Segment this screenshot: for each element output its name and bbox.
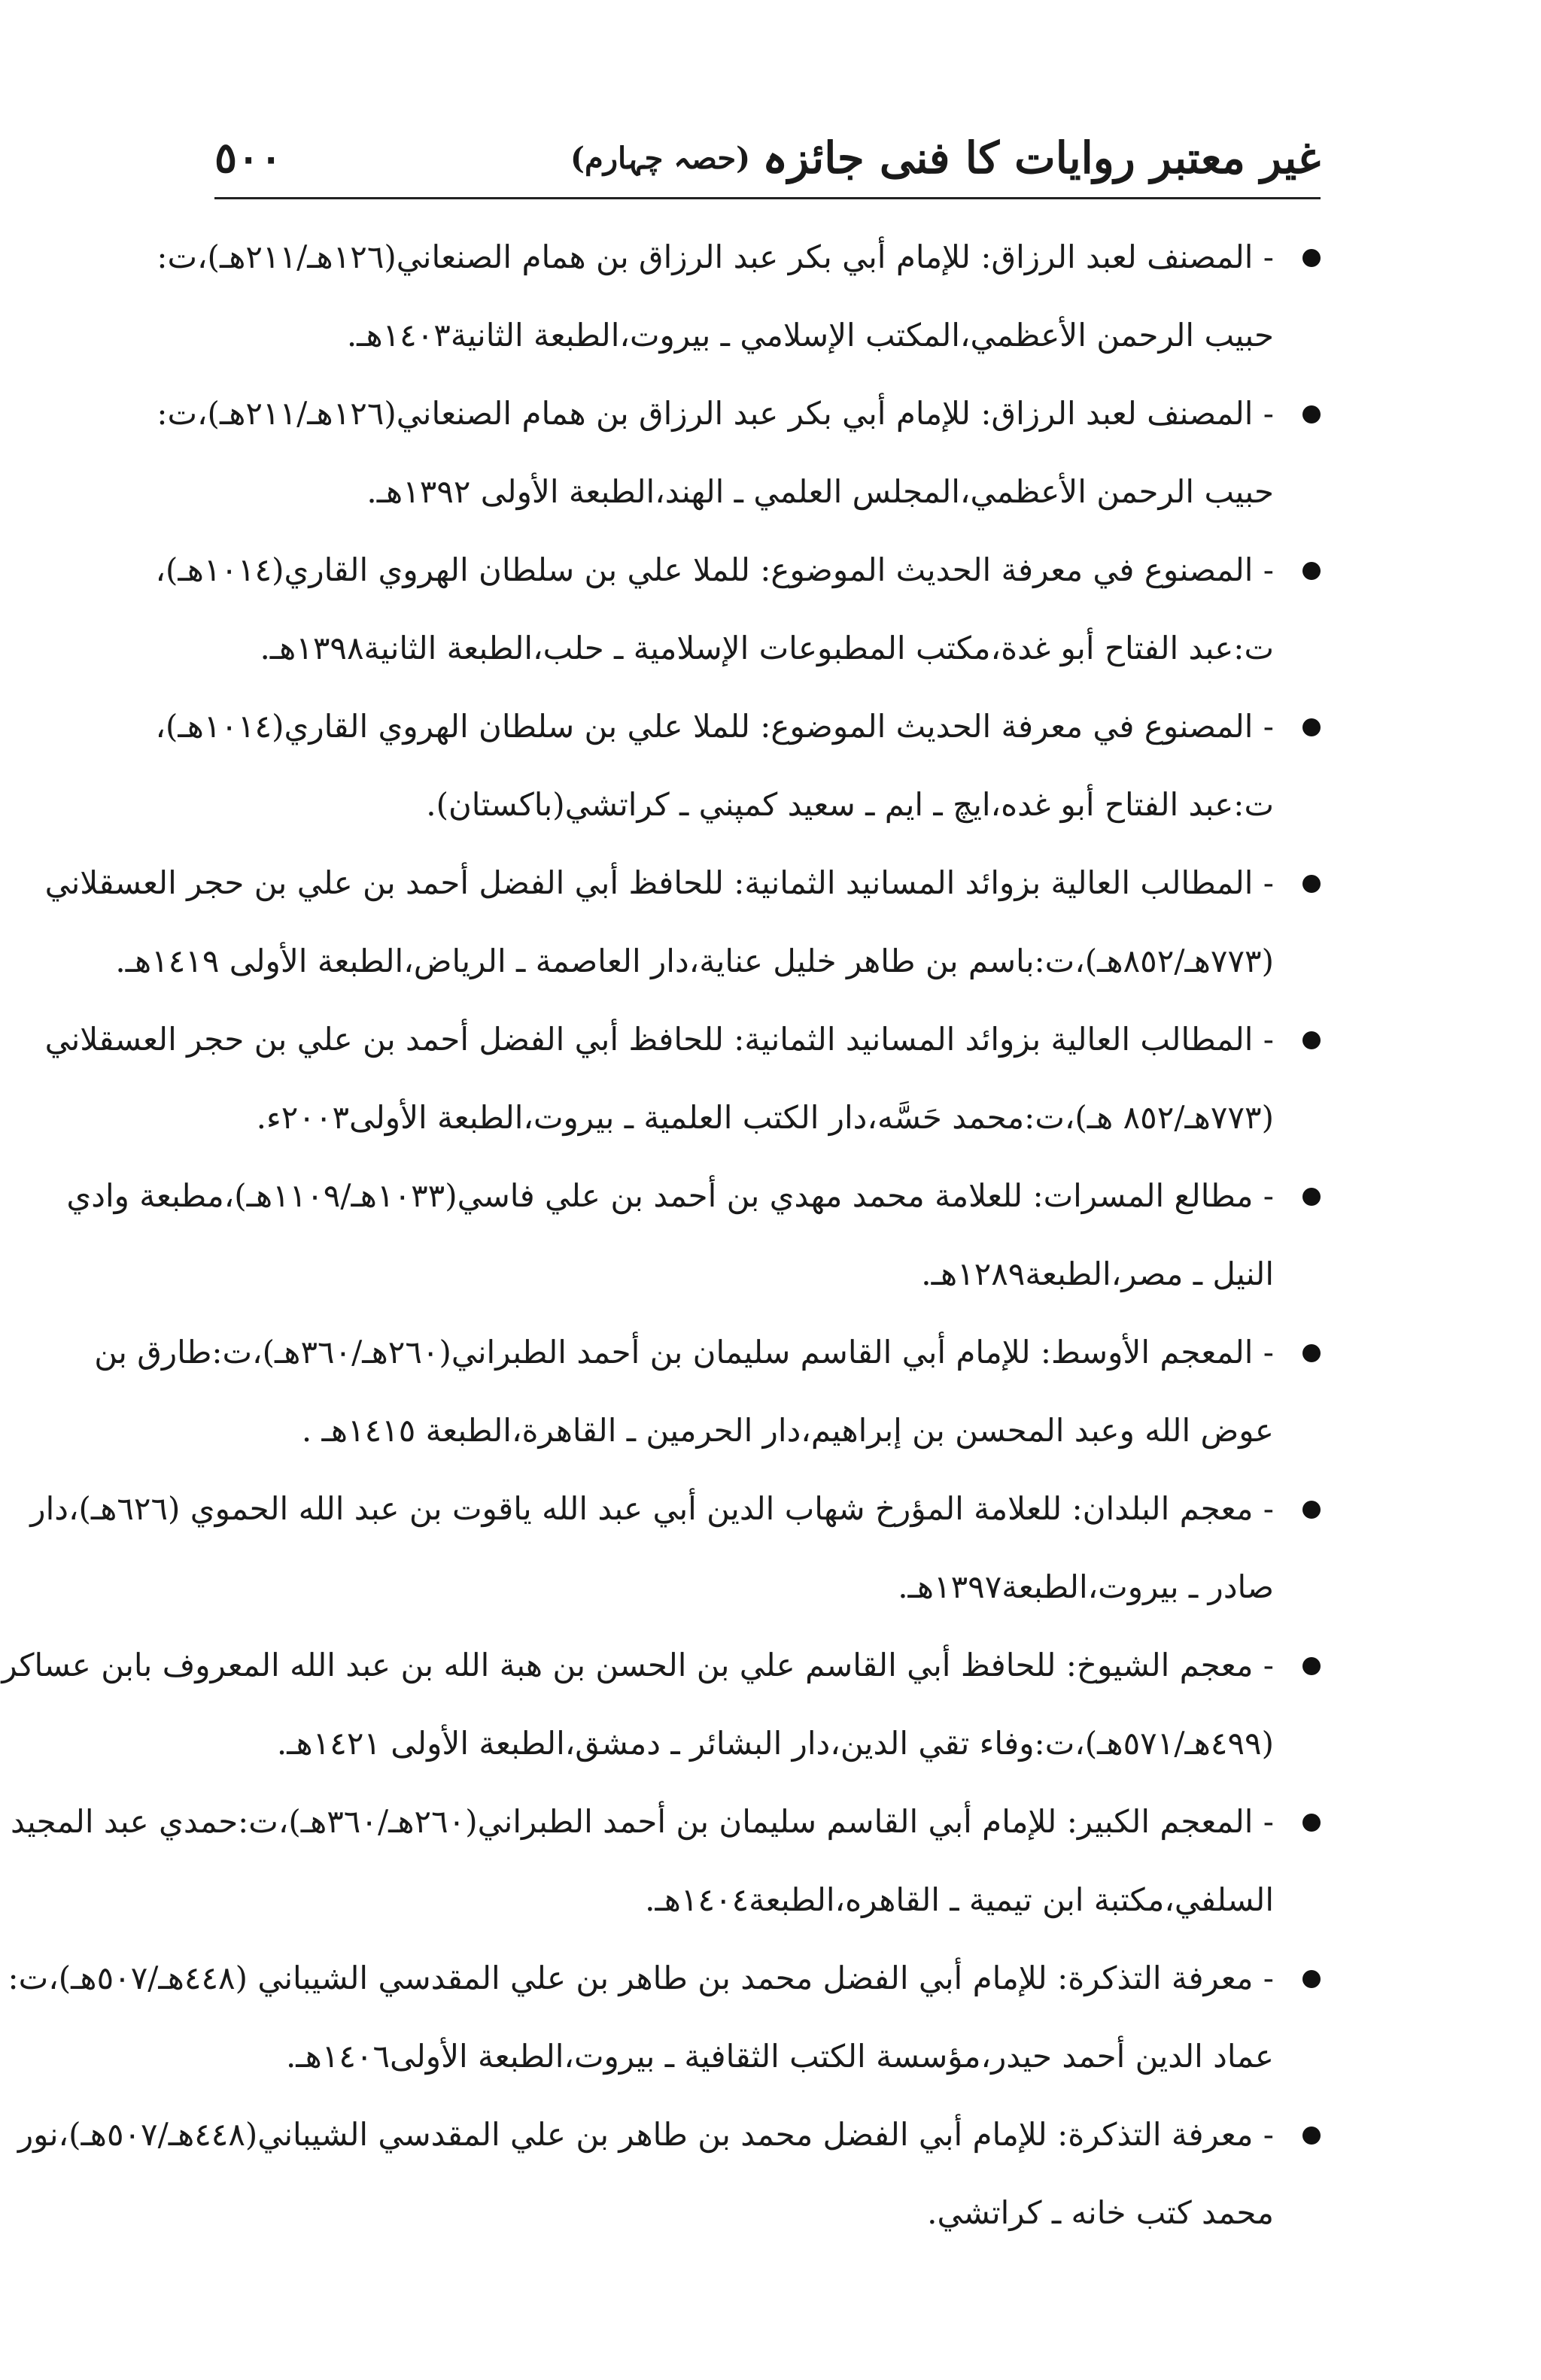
volume-part-label: (حصہ چہارم) [570,140,751,176]
page-number: ٥٠٠ [214,133,283,183]
bullet-icon [1302,562,1321,580]
running-title: غیر معتبر روایات کا فنی جائزہ [762,132,1321,184]
bullet-icon [1302,1031,1321,1049]
entry-line: - المعجم الأوسط: للإمام أبي القاسم سليمان بن أحمد الطبراني(٢٦٠هـ/٣٦٠هـ)،ت:طارق بن [94,1334,1274,1371]
bullet-icon [1302,1814,1321,1832]
bibliography-entry [155,531,1321,688]
bullet-icon [1302,249,1321,267]
entry-line: محمد كتب خانه ـ كراتشي. [927,2194,1274,2231]
bullet-icon [1302,875,1321,893]
bibliography-entry [44,844,1321,1000]
bibliography-entry [157,375,1321,531]
bibliography-entry [94,1313,1321,1470]
entry-line: - المصنوع في معرفة الحديث الموضوع: للملا علي بن سلطان الهروي القاري(١٠١٤هـ)، [155,551,1274,588]
entry-line: - معرفة التذكرة: للإمام أبي الفضل محمد بن طاهر بن علي المقدسي الشيباني (٤٤٨هـ/٥٠٧هـ)،ت: [8,1960,1274,1996]
entry-line: - المطالب العالية بزوائد المسانيد الثمانية: للحافظ أبي الفضل أحمد بن علي بن حجر العسقلاني [44,864,1274,901]
entry-line: عماد الدين أحمد حيدر،مؤسسة الكتب الثقافية ـ بيروت،الطبعة الأولى١٤٠٦هـ. [285,2038,1274,2075]
entry-line: - مطالع المسرات: للعلامة محمد مهدي بن أحمد بن علي فاسي(١٠٣٣هـ/١١٠٩هـ)،مطبعة وادي [66,1177,1274,1214]
bullet-icon [1302,1657,1321,1675]
entry-line: - المصنف لعبد الرزاق: للإمام أبي بكر عبد الرزاق بن همام الصنعاني(١٢٦هـ/٢١١هـ)،ت: [157,395,1274,432]
entry-line: عوض الله وعبد المحسن بن إبراهيم،دار الحرمين ـ القاهرة،الطبعة ١٤١٥هـ . [301,1412,1274,1449]
entry-line: - المصنوع في معرفة الحديث الموضوع: للملا علي بن سلطان الهروي القاري(١٠١٤هـ)، [155,708,1274,745]
entry-line: السلفي،مكتبة ابن تيمية ـ القاهره،الطبعة١٤٠٤هـ. [645,1881,1274,1918]
header-rule [214,197,1321,199]
entry-line: حبيب الرحمن الأعظمي،المجلس العلمي ـ الهند،الطبعة الأولى ١٣٩٢هـ. [366,473,1274,510]
bibliography-entry [30,1470,1321,1626]
bibliography-entry [8,1939,1321,2096]
entry-line: - المطالب العالية بزوائد المسانيد الثمانية: للحافظ أبي الفضل أحمد بن علي بن حجر العسقلاني [44,1021,1274,1058]
entry-line: - معرفة التذكرة: للإمام أبي الفضل محمد بن طاهر بن علي المقدسي الشيباني(٤٤٨هـ/٥٠٧هـ)،نور [17,2116,1274,2153]
entry-line: صادر ـ بيروت،الطبعة١٣٩٧هـ. [898,1568,1274,1605]
bullet-icon [1302,405,1321,423]
bibliography-entry [66,1157,1321,1313]
bullet-icon [1302,1188,1321,1206]
entry-line: (٧٧٣هـ/٨٥٢ هـ)،ت:محمد حَسَّه،دار الكتب العلمية ـ بيروت،الطبعة الأولى٢٠٠٣ء. [256,1099,1274,1136]
bullet-icon [1302,718,1321,736]
entry-line: حبيب الرحمن الأعظمي،المكتب الإسلامي ـ بيروت،الطبعة الثانية١٤٠٣هـ. [346,317,1274,354]
bibliography-list [2,218,1321,2252]
entry-line: (٧٧٣هـ/٨٥٢هـ)،ت:باسم بن طاهر خليل عناية،دار العاصمة ـ الرياض،الطبعة الأولى ١٤١٩هـ. [115,943,1274,979]
bibliography-entry [2,1626,1321,1783]
entry-line: - معجم الشيوخ: للحافظ أبي القاسم علي بن الحسن بن هبة الله بن عبد الله المعروف بابن عساكر [2,1647,1274,1683]
bibliography-entry [10,1783,1321,1939]
entry-line: ت:عبد الفتاح أبو غدة،مكتب المطبوعات الإسلامية ـ حلب،الطبعة الثانية١٣٩٨هـ. [260,630,1274,666]
entry-line: - المعجم الكبير: للإمام أبي القاسم سليمان بن أحمد الطبراني(٢٦٠هـ/٣٦٠هـ)،ت:حمدي عبد المجيد [10,1803,1274,1840]
bibliography-entry [157,218,1321,375]
bullet-icon [1302,1501,1321,1519]
entry-line: ت:عبد الفتاح أبو غده،ايچ ـ ايم ـ سعيد كمپني ـ كراتشي(باكستان). [426,786,1274,823]
bibliography-entry [155,688,1321,844]
entry-line: (٤٩٩هـ/٥٧١هـ)،ت:وفاء تقي الدين،دار البشائر ـ دمشق،الطبعة الأولى ١٤٢١هـ. [276,1725,1274,1762]
bullet-icon [1302,1970,1321,1988]
bullet-icon [1302,2127,1321,2145]
bullet-icon [1302,1344,1321,1362]
entry-line: النيل ـ مصر،الطبعة١٢٨٩هـ. [921,1255,1274,1292]
page-header [214,120,1321,196]
entry-line: - معجم البلدان: للعلامة المؤرخ شهاب الدين أبي عبد الله ياقوت بن عبد الله الحموي (٦٢٦هـ)،دار [30,1490,1274,1527]
bibliography-entry [17,2096,1321,2252]
bibliography-entry [44,1000,1321,1157]
entry-line: - المصنف لعبد الرزاق: للإمام أبي بكر عبد الرزاق بن همام الصنعاني(١٢٦هـ/٢١١هـ)،ت: [157,238,1274,275]
